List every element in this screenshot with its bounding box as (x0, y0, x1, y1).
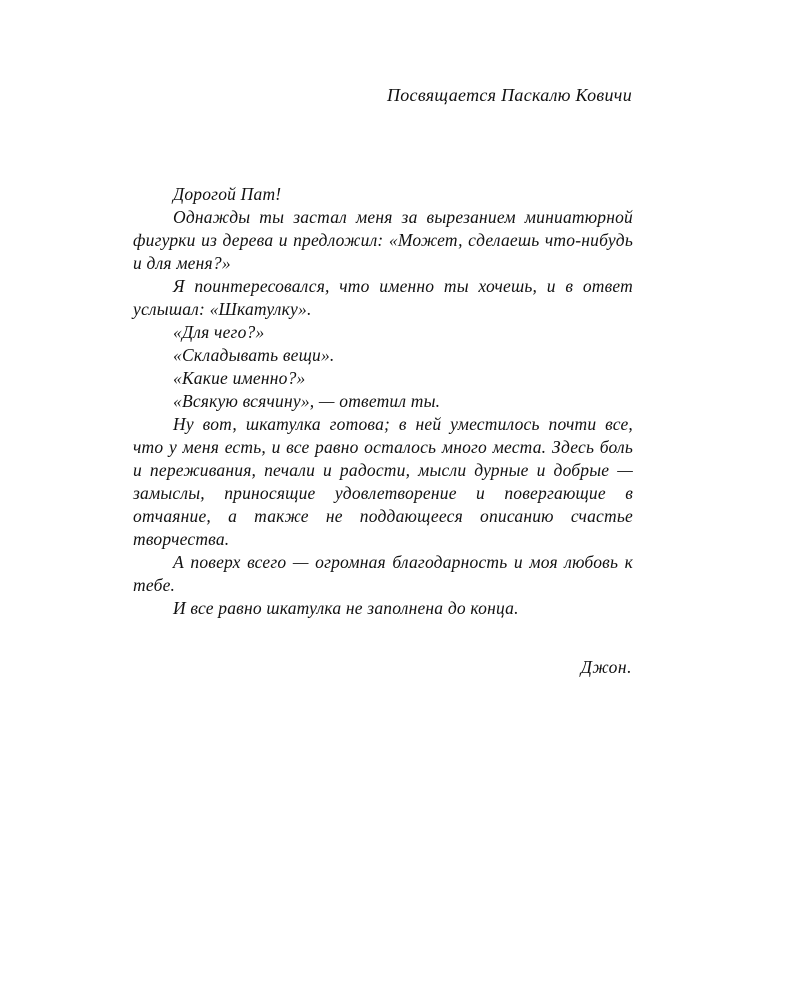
paragraph: «Складывать вещи». (173, 345, 335, 365)
dedication: Посвящается Паскалю Ковичи (386, 85, 632, 105)
paragraph: Однажды ты застал меня за вырезанием миниатюрной фигурки из дерева и предложил: «Может, сделаешь что-нибудь и для меня?» (133, 207, 633, 273)
signature: Джон. (580, 657, 632, 677)
paragraph: Я поинтересовался, что именно ты хочешь, и в ответ услышал: «Шкатулку». (133, 276, 633, 319)
paragraph: «Для чего?» (173, 322, 265, 342)
paragraph: А поверх всего — огромная благодарность и моя любовь к тебе. (133, 552, 633, 595)
paragraph: «Какие именно?» (173, 368, 306, 388)
paragraph: Ну вот, шкатулка готова; в ней уместилось почти все, что у меня есть, и все равно осталось много места. Здесь боль и переживания, печали и радости, мысли дурные и добрые — замыслы, приносящие удовлетворение и повергающие в отчаяние, а также не поддающееся описанию счастье творчества. (133, 414, 633, 549)
paragraph: И все равно шкатулка не заполнена до конца. (173, 598, 519, 618)
letter-body (133, 183, 633, 620)
paragraph: «Всякую всячину», — ответил ты. (173, 391, 441, 411)
salutation: Дорогой Пат! (173, 184, 282, 204)
